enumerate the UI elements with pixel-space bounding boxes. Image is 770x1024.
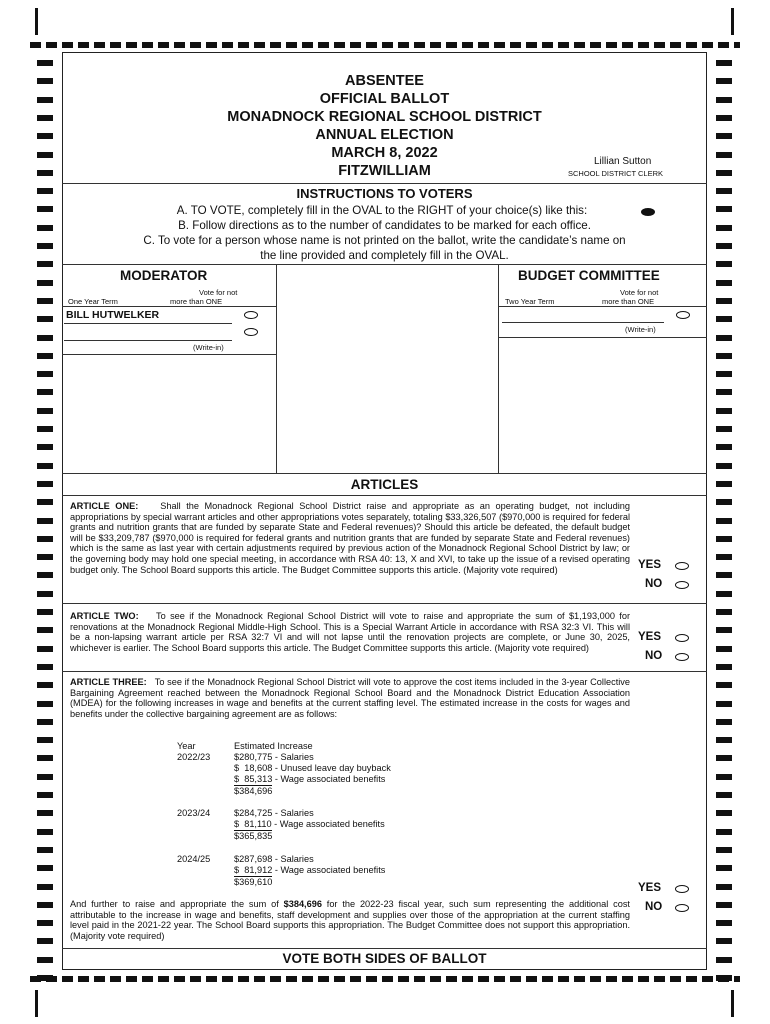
timing-mark: [37, 316, 53, 322]
timing-row-top: [30, 42, 740, 48]
timing-mark: [716, 701, 732, 707]
timing-mark: [716, 554, 732, 560]
divider-races: [62, 473, 707, 474]
timing-mark: [716, 316, 732, 322]
clerk-signature: Lillian Sutton: [594, 156, 652, 167]
budget-subhead-rule: [498, 306, 707, 307]
timing-mark: [716, 865, 732, 871]
divider-instructions: [62, 264, 707, 265]
registration-mark-bottom-left: [35, 990, 38, 1017]
article-two-no-oval[interactable]: [675, 653, 689, 661]
registration-mark-top-right: [731, 8, 734, 35]
timing-mark: [716, 792, 732, 798]
article-three-tail-amount: $384,696: [283, 899, 322, 909]
article-one: [70, 501, 630, 575]
article-one-text: Shall the Monadnock Regional School District raise and appropriate as an operating budget, not including appropriations by special warrant articles and other appropriations votes separately, totaling $33,326,507 ($970,000 is required for federal grants and nutrition grants that are funded by separate State and Federal revenues)? Should this article be defeated, the default budget will be $33,209,787 ($970,000 is required for federal grants and nutrition grants that are funded by separate State and Federal revenues) which is the same as last year with certain adjustments required by previous action of the Monadnock Regional School District by law; or the governing body may hold one special meeting, in accordance with RSA 40: 13, X and XVI, to take up the issue of a revised operating budget only. The School Board supports this article. The Budget Committee supports this article. (Majority vote required): [70, 501, 630, 575]
example-filled-oval: [641, 208, 655, 216]
timing-mark: [716, 957, 732, 963]
timing-mark: [716, 664, 732, 670]
cost-table-head-year: Year: [177, 741, 196, 751]
timing-mark: [37, 280, 53, 286]
timing-mark: [716, 389, 732, 395]
instruction-b: B. Follow directions as to the number of candidates to be marked for each office.: [178, 219, 591, 232]
timing-mark: [716, 847, 732, 853]
timing-mark: [37, 335, 53, 341]
timing-mark: [716, 591, 732, 597]
timing-mark: [716, 280, 732, 286]
article-three-tail: [70, 899, 630, 941]
vote-both-sides-footer: VOTE BOTH SIDES OF BALLOT: [282, 951, 487, 966]
instruction-c-2: the line provided and completely fill in the OVAL.: [260, 249, 509, 262]
moderator-bottom-rule: [62, 354, 276, 355]
article-three-tail-post: for the 2022-23 fiscal year, such sum representing the additional cost attributable to the increase in wage and benefits, staff development and supplies over those of the appropriation at the current staffing level paid in the 2021-22 year. The School Board supports this appropriation. The Budget Committee does not support this appropriation. (Majority vote required): [70, 899, 630, 941]
moderator-candidate-oval[interactable]: [244, 311, 258, 319]
timing-mark: [716, 353, 732, 359]
timing-mark: [716, 152, 732, 158]
timing-mark: [37, 426, 53, 432]
article-three-tail-pre: And further to raise and appropriate the sum of: [70, 899, 284, 909]
timing-mark: [37, 225, 53, 231]
timing-mark: [716, 646, 732, 652]
timing-mark: [37, 829, 53, 835]
timing-mark: [37, 591, 53, 597]
cost-table-y2-benefits: $ 81,110 - Wage associated benefits: [234, 819, 385, 829]
article-three-label: ARTICLE THREE:: [70, 677, 147, 687]
instruction-c-1: C. To vote for a person whose name is not printed on the ballot, write the candidate’s name on: [143, 234, 626, 247]
cost-table-year-3: 2024/25: [177, 854, 211, 864]
timing-mark: [37, 554, 53, 560]
timing-mark: [37, 536, 53, 542]
timing-mark: [37, 499, 53, 505]
budget-vote-for-2: more than ONE: [602, 297, 655, 306]
timing-mark: [37, 444, 53, 450]
timing-mark: [716, 627, 732, 633]
timing-mark: [716, 609, 732, 615]
column-divider-2: [498, 264, 499, 473]
timing-mark: [37, 975, 53, 981]
timing-mark: [37, 97, 53, 103]
timing-mark: [37, 719, 53, 725]
timing-row-bottom: [30, 976, 740, 982]
cost-table-y1-total: $384,696: [234, 786, 273, 796]
header-line-town: FITZWILLIAM: [338, 163, 431, 179]
timing-mark: [716, 829, 732, 835]
moderator-candidate-rule: [64, 323, 232, 324]
timing-mark: [37, 701, 53, 707]
timing-mark: [716, 920, 732, 926]
timing-mark: [37, 188, 53, 194]
timing-mark: [37, 682, 53, 688]
timing-mark: [37, 737, 53, 743]
timing-mark: [37, 133, 53, 139]
timing-mark: [716, 719, 732, 725]
instruction-a: A. TO VOTE, completely fill in the OVAL to the RIGHT of your choice(s) like this:: [176, 204, 588, 217]
timing-mark: [716, 97, 732, 103]
timing-mark: [716, 755, 732, 761]
cost-table-year-2: 2023/24: [177, 808, 211, 818]
registration-mark-top-left: [35, 8, 38, 35]
timing-mark: [716, 463, 732, 469]
timing-mark: [716, 261, 732, 267]
timing-mark: [716, 78, 732, 84]
timing-mark: [716, 243, 732, 249]
moderator-candidate-name: BILL HUTWELKER: [66, 309, 160, 321]
article-two: [70, 611, 630, 653]
timing-mark: [716, 133, 732, 139]
header-line-election: ANNUAL ELECTION: [315, 127, 454, 143]
budget-writein-line[interactable]: [502, 322, 664, 323]
timing-mark: [716, 206, 732, 212]
article-two-text: To see if the Monadnock Regional School District will vote to raise and appropriate the sum of $1,193,000 for renovations at the Monadnock Regional Middle-High School. This is a Special Warrant Article in accordance with RSA 32:3 VI. This will be a non-lapsing warrant article per RSA 32:7 VI and will not lapse until the renovation projects are complete, or June 30, 2025, whichever is earlier. The School Board supports this article. The Budget Committee supports this article. (Majority vote required): [70, 611, 630, 653]
timing-mark: [37, 646, 53, 652]
budget-writein-label: (Write-in): [625, 325, 656, 334]
timing-mark: [716, 572, 732, 578]
timing-mark: [37, 170, 53, 176]
article-two-yes-oval[interactable]: [675, 634, 689, 642]
article-two-yes-label: YES: [638, 631, 662, 643]
timing-mark: [716, 737, 732, 743]
cost-table-y3-total: $369,610: [234, 877, 273, 887]
timing-mark: [37, 243, 53, 249]
timing-mark: [716, 115, 732, 121]
budget-writein-oval[interactable]: [676, 311, 690, 319]
timing-mark: [37, 865, 53, 871]
articles-heading: ARTICLES: [350, 477, 419, 492]
instructions-heading: INSTRUCTIONS TO VOTERS: [296, 186, 473, 201]
timing-mark: [37, 408, 53, 414]
header-line-date: MARCH 8, 2022: [331, 145, 438, 161]
timing-mark: [37, 884, 53, 890]
timing-mark: [37, 957, 53, 963]
timing-mark: [716, 884, 732, 890]
column-divider-1: [276, 264, 277, 473]
timing-mark: [37, 609, 53, 615]
timing-mark: [37, 792, 53, 798]
timing-mark: [716, 225, 732, 231]
timing-mark: [716, 499, 732, 505]
divider-footer: [62, 948, 707, 949]
moderator-subhead-rule: [62, 306, 276, 307]
timing-mark: [37, 298, 53, 304]
budget-term: Two Year Term: [505, 297, 555, 306]
header-line-official: OFFICIAL BALLOT: [319, 91, 450, 107]
timing-mark: [37, 938, 53, 944]
clerk-title: SCHOOL DISTRICT CLERK: [568, 169, 664, 178]
header-line-district: MONADNOCK REGIONAL SCHOOL DISTRICT: [227, 109, 542, 125]
timing-mark: [37, 115, 53, 121]
timing-mark: [716, 444, 732, 450]
divider-article-two: [62, 671, 707, 672]
divider-article-one: [62, 603, 707, 604]
timing-mark: [37, 518, 53, 524]
timing-mark: [37, 627, 53, 633]
timing-mark: [37, 353, 53, 359]
timing-mark: [37, 664, 53, 670]
timing-mark: [37, 60, 53, 66]
timing-mark: [716, 335, 732, 341]
timing-mark: [716, 975, 732, 981]
moderator-writein-oval[interactable]: [244, 328, 258, 336]
cost-table-y1-salaries: $280,775 - Salaries: [234, 752, 314, 762]
timing-mark: [716, 170, 732, 176]
timing-mark: [37, 481, 53, 487]
cost-table-year-1: 2022/23: [177, 752, 211, 762]
article-two-label: ARTICLE TWO:: [70, 611, 139, 621]
timing-mark: [37, 847, 53, 853]
article-one-yes-label: YES: [638, 559, 662, 571]
article-three-text: To see if the Monadnock Regional School District will vote to approve the cost items included in the 3-year Collective Bargaining Agreement reached between the Monadnock Regional School Board and the Monadnock District Education Association (MDEA) for the following increases in wage and benefits at the current staffing level. The estimated increase in the costs for wages and benefits under the collective bargaining agreement are as follows:: [70, 677, 630, 719]
article-three-yes-label: YES: [638, 882, 662, 894]
moderator-vote-for-2: more than ONE: [170, 297, 223, 306]
timing-mark: [716, 682, 732, 688]
cost-table-y1-benefits: $ 85,313 - Wage associated benefits: [234, 774, 386, 784]
moderator-vote-for-1: Vote for not: [199, 288, 238, 297]
timing-mark: [716, 536, 732, 542]
timing-mark: [716, 810, 732, 816]
timing-mark: [37, 920, 53, 926]
timing-mark: [716, 408, 732, 414]
timing-mark: [37, 261, 53, 267]
timing-mark: [37, 810, 53, 816]
moderator-term: One Year Term: [68, 297, 118, 306]
timing-mark: [37, 371, 53, 377]
registration-mark-bottom-right: [731, 990, 734, 1017]
article-one-no-oval[interactable]: [675, 581, 689, 589]
timing-mark: [37, 463, 53, 469]
timing-mark: [37, 78, 53, 84]
cost-table-y1-buyback: $ 18,608 - Unused leave day buyback: [234, 763, 391, 773]
timing-mark: [716, 938, 732, 944]
timing-mark: [716, 60, 732, 66]
timing-mark: [716, 371, 732, 377]
article-three-yes-oval[interactable]: [675, 885, 689, 893]
timing-mark: [716, 774, 732, 780]
article-one-yes-oval[interactable]: [675, 562, 689, 570]
timing-mark: [716, 481, 732, 487]
article-one-no-label: NO: [645, 578, 663, 590]
timing-mark: [37, 572, 53, 578]
divider-articles-head: [62, 495, 707, 496]
timing-mark: [37, 902, 53, 908]
moderator-writein-label: (Write-in): [193, 343, 224, 352]
timing-mark: [37, 152, 53, 158]
header-line-absentee: ABSENTEE: [345, 73, 424, 89]
timing-mark: [37, 755, 53, 761]
timing-mark: [716, 188, 732, 194]
article-two-no-label: NO: [645, 650, 663, 662]
article-three-no-oval[interactable]: [675, 904, 689, 912]
cost-table-y3-salaries: $287,698 - Salaries: [234, 854, 314, 864]
moderator-heading: MODERATOR: [120, 268, 208, 283]
timing-mark: [716, 426, 732, 432]
timing-mark: [37, 389, 53, 395]
budget-bottom-rule: [498, 337, 707, 338]
cost-table-y3-benefits: $ 81,912 - Wage associated benefits: [234, 865, 386, 875]
moderator-writein-line[interactable]: [64, 340, 232, 341]
article-one-label: ARTICLE ONE:: [70, 501, 139, 511]
divider-header: [62, 183, 707, 184]
timing-mark: [37, 774, 53, 780]
article-three: [70, 677, 630, 719]
timing-mark: [37, 206, 53, 212]
timing-mark: [716, 298, 732, 304]
cost-table-y2-salaries: $284,725 - Salaries: [234, 808, 314, 818]
timing-mark: [716, 902, 732, 908]
budget-heading: BUDGET COMMITTEE: [518, 268, 660, 283]
cost-table-y2-total: $365,835: [234, 831, 273, 841]
article-three-no-label: NO: [645, 901, 663, 913]
cost-table-head-estimate: Estimated Increase: [234, 741, 313, 751]
budget-vote-for-1: Vote for not: [620, 288, 659, 297]
timing-mark: [716, 518, 732, 524]
